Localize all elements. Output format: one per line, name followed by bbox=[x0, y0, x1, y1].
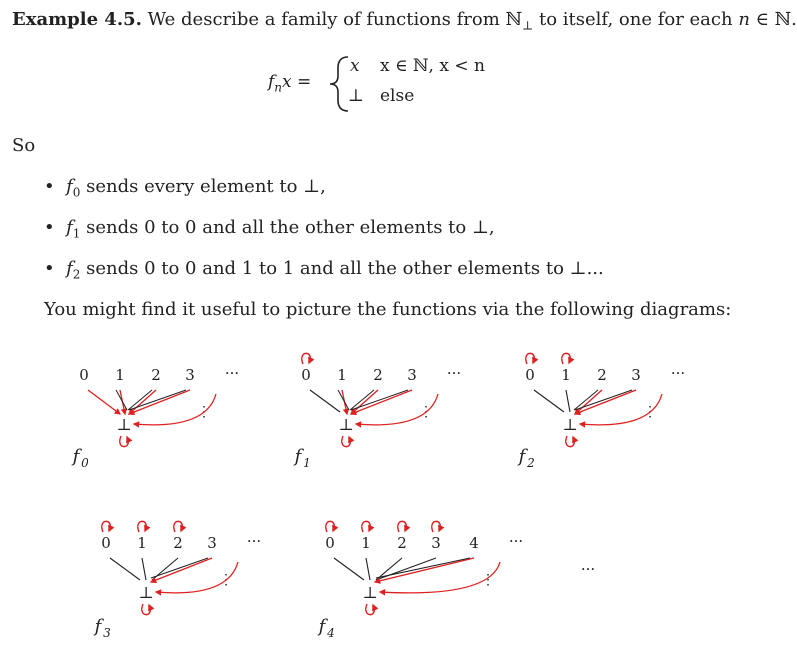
diagram-label-sub: 3 bbox=[103, 626, 111, 640]
ellipsis-vertical: ⋮ bbox=[481, 572, 495, 588]
node-4: 4 bbox=[469, 534, 479, 552]
node-2: 2 bbox=[397, 534, 407, 552]
diagram-label-sub: 2 bbox=[527, 456, 535, 470]
bullet-fn: f bbox=[66, 176, 73, 197]
node-0: 0 bbox=[101, 534, 111, 552]
bottom-loop-arrow bbox=[120, 436, 128, 447]
bullet-sub: 0 bbox=[72, 185, 81, 200]
node-1: 1 bbox=[115, 366, 125, 384]
self-loop-arrow bbox=[174, 521, 182, 532]
node-0: 0 bbox=[301, 366, 311, 384]
n-variable: n bbox=[738, 9, 750, 30]
lhs-eq: = bbox=[291, 72, 312, 92]
bullet-dot: • bbox=[44, 176, 55, 197]
ellipsis-horizontal: ··· bbox=[446, 364, 462, 382]
node-1: 1 bbox=[561, 366, 571, 384]
node-0: 0 bbox=[79, 366, 89, 384]
node-2: 2 bbox=[373, 366, 383, 384]
example-label: Example 4.5. bbox=[12, 9, 142, 30]
node-1: 1 bbox=[337, 366, 347, 384]
order-line bbox=[129, 390, 186, 410]
order-line bbox=[151, 558, 208, 578]
diagram-label: f bbox=[294, 446, 302, 467]
case1-value: x bbox=[350, 56, 360, 76]
order-line bbox=[310, 390, 340, 412]
node-3: 3 bbox=[431, 534, 441, 552]
order-line bbox=[110, 558, 140, 580]
diagram-label-sub: 1 bbox=[303, 456, 311, 470]
example-text-a: We describe a family of functions from bbox=[147, 9, 506, 30]
order-line bbox=[534, 390, 564, 412]
ellipsis-vertical: ⋮ bbox=[219, 572, 233, 588]
bottom-element: ⊥ bbox=[338, 415, 354, 434]
ellipsis-horizontal: ··· bbox=[670, 364, 686, 382]
self-loop-arrow bbox=[326, 521, 334, 532]
node-3: 3 bbox=[631, 366, 641, 384]
bullet-dot: • bbox=[44, 217, 55, 238]
lhs-f: f bbox=[268, 72, 275, 92]
order-line bbox=[351, 390, 408, 410]
bullet-text: sends 0 to 0 and 1 to 1 and all the other elements to ⊥... bbox=[80, 258, 604, 279]
case2-value: ⊥ bbox=[348, 86, 364, 106]
bottom-loop-arrow bbox=[342, 436, 350, 447]
bullet-sub: 1 bbox=[72, 226, 81, 241]
bullet-fn: f bbox=[66, 258, 73, 279]
order-line bbox=[334, 558, 364, 580]
node-2: 2 bbox=[597, 366, 607, 384]
ellipsis-horizontal: ··· bbox=[224, 364, 240, 382]
nat-symbol: ℕ bbox=[505, 9, 522, 30]
map-arrow bbox=[88, 390, 120, 414]
ellipsis-vertical: ⋮ bbox=[419, 404, 433, 420]
self-loop-arrow bbox=[138, 521, 146, 532]
node-3: 3 bbox=[185, 366, 195, 384]
bottom-element: ⊥ bbox=[362, 583, 378, 602]
example-text-b: to itself, one for each bbox=[533, 9, 739, 30]
order-line bbox=[338, 390, 349, 410]
node-1: 1 bbox=[361, 534, 371, 552]
node-2: 2 bbox=[173, 534, 183, 552]
map-arrow bbox=[151, 558, 212, 582]
bullet-text: sends 0 to 0 and all the other elements to ⊥, bbox=[80, 217, 495, 238]
bullet-fn: f bbox=[66, 217, 73, 238]
order-line bbox=[116, 390, 127, 410]
node-0: 0 bbox=[525, 366, 535, 384]
so-label: So bbox=[12, 135, 36, 156]
lhs-x: x bbox=[282, 72, 292, 92]
diagram-label: f bbox=[518, 446, 526, 467]
ellipsis-vertical: ⋮ bbox=[197, 404, 211, 420]
self-loop-arrow bbox=[102, 521, 110, 532]
self-loop-arrow bbox=[302, 353, 310, 364]
diagram-label: f bbox=[72, 446, 80, 467]
case1-condition: x ∈ ℕ, x < n bbox=[380, 56, 485, 76]
node-0: 0 bbox=[325, 534, 335, 552]
node-2: 2 bbox=[151, 366, 161, 384]
diagram-label: f bbox=[94, 616, 102, 637]
diagram-label-sub: 0 bbox=[81, 456, 89, 470]
case2-condition: else bbox=[380, 86, 415, 106]
self-loop-arrow bbox=[526, 353, 534, 364]
bullet-text: sends every element to ⊥, bbox=[80, 176, 326, 197]
map-arrow bbox=[375, 558, 474, 582]
bottom-loop-arrow bbox=[366, 604, 374, 615]
bottom-element: ⊥ bbox=[138, 583, 154, 602]
order-line bbox=[566, 390, 570, 412]
ellipsis-vertical: ⋮ bbox=[643, 404, 657, 420]
bullet-dot: • bbox=[44, 258, 55, 279]
order-line bbox=[575, 390, 632, 410]
self-loop-arrow bbox=[362, 521, 370, 532]
diagram-label: f bbox=[318, 616, 326, 637]
node-3: 3 bbox=[207, 534, 217, 552]
diagram-label-sub: 4 bbox=[327, 626, 335, 640]
bottom-element: ⊥ bbox=[562, 415, 578, 434]
ellipsis-horizontal: ··· bbox=[508, 532, 524, 550]
ellipsis-horizontal: ··· bbox=[246, 532, 262, 550]
lhs-sub: n bbox=[274, 80, 283, 95]
self-loop-arrow bbox=[562, 353, 570, 364]
bottom-element: ⊥ bbox=[116, 415, 132, 434]
intro-sentence: You might find it useful to picture the functions via the following diagrams: bbox=[44, 299, 732, 320]
order-line bbox=[366, 558, 370, 580]
self-loop-arrow bbox=[398, 521, 406, 532]
node-3: 3 bbox=[407, 366, 417, 384]
example-text-c: ∈ ℕ. bbox=[749, 9, 797, 30]
ellipsis-horizontal: ··· bbox=[580, 560, 596, 578]
self-loop-arrow bbox=[432, 521, 440, 532]
bottom-loop-arrow bbox=[142, 604, 150, 615]
bullet-sub: 2 bbox=[72, 267, 81, 282]
bottom-loop-arrow bbox=[566, 436, 574, 447]
bot-subscript: ⊥ bbox=[521, 18, 534, 33]
node-1: 1 bbox=[137, 534, 147, 552]
order-line bbox=[142, 558, 146, 580]
